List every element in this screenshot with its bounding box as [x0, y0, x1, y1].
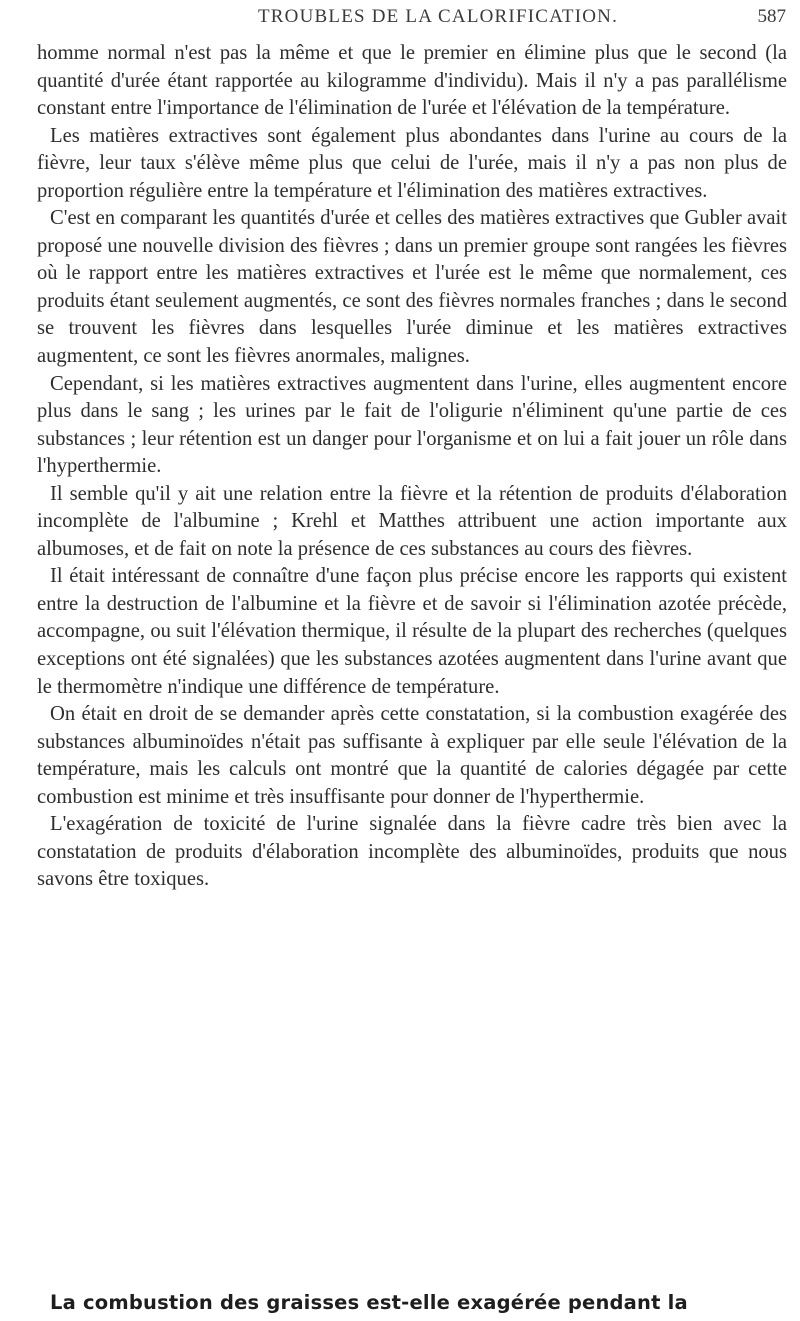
paragraph: On était en droit de se demander après cette constatation, si la combustion exagérée des substances albuminoïdes n'était pas suffisante à expliquer par elle seule l'élévation de la température, mais les calculs ont montré que la quantité de calories dégagée par cette combustion est minime et très insuffisante pour donner de l'hyperthermie. [37, 703, 787, 808]
running-title: TROUBLES DE LA CALORIFICATION. [258, 6, 619, 27]
paragraph: Il était intéressant de connaître d'une façon plus précise encore les rapports qui existent entre la destruction de l'albumine et la fièvre et de savoir si l'élimination azotée précède, accompagne, ou suit l'élévation thermique, il résulte de la plupart des recherches (quelques exceptions ont été signalées) que les substances azotées augmentent dans l'urine avant que le thermomètre n'indique une différence de température. [37, 565, 787, 698]
paragraph: Cependant, si les matières extractives augmentent dans l'urine, elles augmentent encore plus dans le sang ; les urines par le fait de l'oligurie n'éliminent qu'une partie de ces substances ; leur rétention est un danger pour l'organisme et on lui a fait jouer un rôle dans l'hyperthermie. [37, 372, 787, 478]
paragraph: C'est en comparant les quantités d'urée et celles des matières extractives que Gubler avait proposé une nouvelle division des fièvres ; dans un premier groupe sont rangées les fièvres où le rapport entre les matières extractives et l'urée est le même que normalement, ces produits étant seulement augmentés, ce sont des fièvres normales franches ; dans le second se trouvent les fièvres dans lesquelles l'urée diminue et les matières extractives augmentent, ce sont les fièvres anormales, malignes. [37, 207, 787, 368]
page-number: 587 [757, 6, 786, 27]
body-text [37, 40, 787, 894]
paragraph: L'exagération de toxicité de l'urine signalée dans la fièvre cadre très bien avec la constatation de produits d'élaboration incomplète des albuminoïdes, produits que nous savons être toxiques. [37, 813, 787, 891]
paragraph: homme normal n'est pas la même et que le premier en élimine plus que le second (la quantité d'urée étant rapportée au kilogramme d'individu). Mais il n'y a pas parallélisme constant entre l'importance de l'élimination de l'urée et l'élévation de la température. [37, 42, 787, 120]
paragraph: Il semble qu'il y ait une relation entre la fièvre et la rétention de produits d'élaboration incomplète de l'albumine ; Krehl et Matthes attribuent une action importante aux albumoses, et de fait on note la présence de ces substances au cours des fièvres. [37, 482, 787, 560]
paragraph: Les matières extractives sont également plus abondantes dans l'urine au cours de la fièvre, leur taux s'élève même plus que celui de l'urée, mais il n'y a pas non plus de proportion régulière entre la température et l'élimination des matières extractives. [37, 124, 787, 202]
section-heading: La combustion des graisses est-elle exagérée pendant la [50, 1291, 688, 1314]
